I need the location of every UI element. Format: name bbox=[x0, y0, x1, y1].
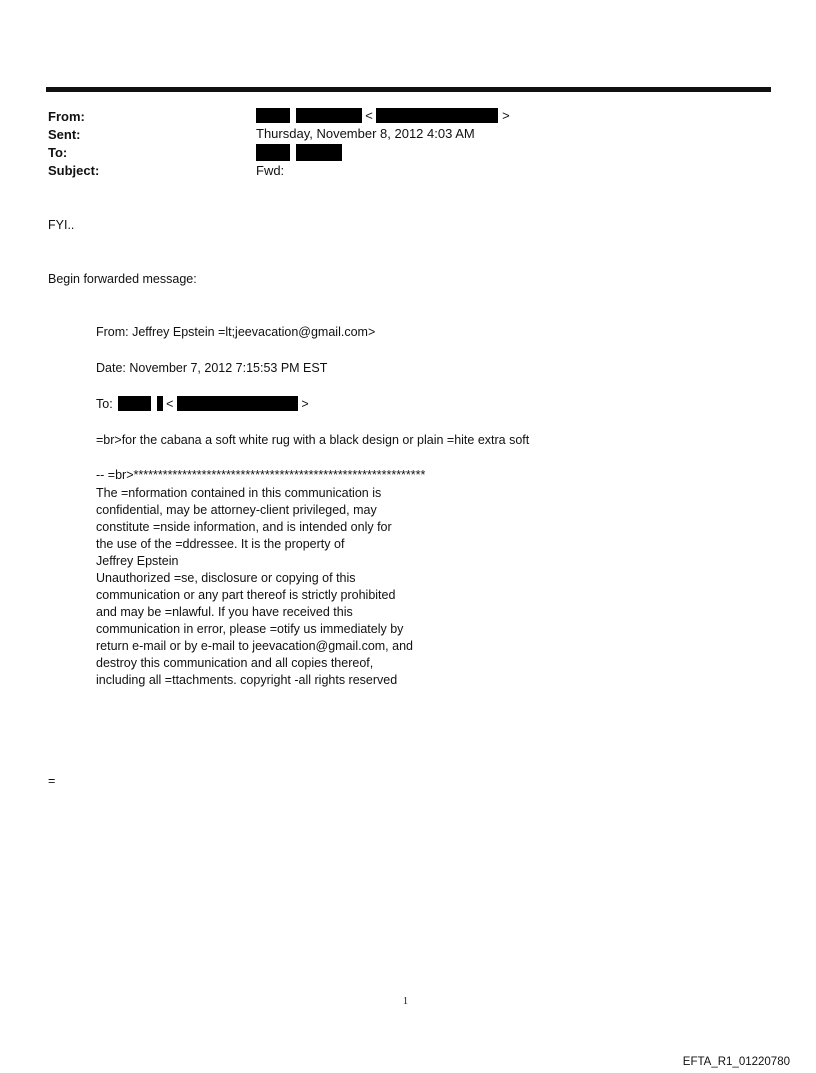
redaction-block bbox=[118, 396, 151, 411]
disclaimer-block bbox=[96, 485, 413, 689]
redaction-block bbox=[296, 108, 362, 123]
redaction-block bbox=[177, 396, 298, 411]
redaction-block bbox=[256, 144, 290, 161]
redaction-block bbox=[296, 144, 342, 161]
disclaimer-line: destroy this communication and all copies thereof, bbox=[96, 656, 374, 670]
sent-value: Thursday, November 8, 2012 4:03 AM bbox=[256, 126, 475, 141]
trailing-equals: = bbox=[48, 774, 56, 788]
page-number: 1 bbox=[403, 996, 408, 1007]
redaction-block bbox=[256, 108, 290, 123]
disclaimer-line: Unauthorized =se, disclosure or copying of this bbox=[96, 571, 356, 585]
disclaimer-line: the use of the =ddressee. It is the property of bbox=[96, 537, 345, 551]
document-id: EFTA_R1_01220780 bbox=[682, 1056, 790, 1068]
begin-forwarded-text: Begin forwarded message: bbox=[48, 272, 197, 286]
disclaimer-line: Jeffrey Epstein bbox=[96, 554, 179, 568]
disclaimer-line: and may be =nlawful. If you have received this bbox=[96, 605, 353, 619]
disclaimer-line: return e-mail or by e-mail to jeevacation@gmail.com, and bbox=[96, 639, 413, 653]
forwarded-from: From: Jeffrey Epstein =lt;jeevacation@gmail.com> bbox=[96, 325, 376, 339]
subject-label: Subject: bbox=[48, 163, 100, 178]
disclaimer-line: The =nformation contained in this communication is bbox=[96, 486, 382, 500]
from-lt: < bbox=[365, 108, 373, 123]
to-value bbox=[256, 144, 342, 162]
forwarded-to-gt: > bbox=[301, 397, 309, 411]
subject-value: Fwd: bbox=[256, 163, 285, 178]
disclaimer-line: communication or any part thereof is strictly prohibited bbox=[96, 588, 396, 602]
header-rule bbox=[46, 87, 771, 92]
disclaimer-line: constitute =nside information, and is intended only for bbox=[96, 520, 392, 534]
disclaimer-separator: -- =br>************************************************************ bbox=[96, 468, 426, 482]
forwarded-to bbox=[96, 396, 309, 412]
disclaimer-line: communication in error, please =otify us immediately by bbox=[96, 622, 404, 636]
forwarded-to-prefix: To: bbox=[96, 397, 113, 411]
forwarded-to-lt: < bbox=[166, 397, 174, 411]
forwarded-date: Date: November 7, 2012 7:15:53 PM EST bbox=[96, 361, 328, 375]
forwarded-message: =br>for the cabana a soft white rug with a black design or plain =hite extra soft bbox=[96, 433, 530, 447]
to-label: To: bbox=[48, 145, 68, 160]
disclaimer-line: including all =ttachments. copyright -all rights reserved bbox=[96, 673, 398, 687]
disclaimer-line: confidential, may be attorney-client privileged, may bbox=[96, 503, 377, 517]
from-label: From: bbox=[48, 109, 85, 124]
sent-label: Sent: bbox=[48, 127, 81, 142]
from-value bbox=[256, 108, 510, 124]
redaction-block bbox=[157, 396, 163, 411]
fyi-text: FYI.. bbox=[48, 218, 75, 232]
from-gt: > bbox=[502, 108, 510, 123]
redaction-block bbox=[376, 108, 498, 123]
